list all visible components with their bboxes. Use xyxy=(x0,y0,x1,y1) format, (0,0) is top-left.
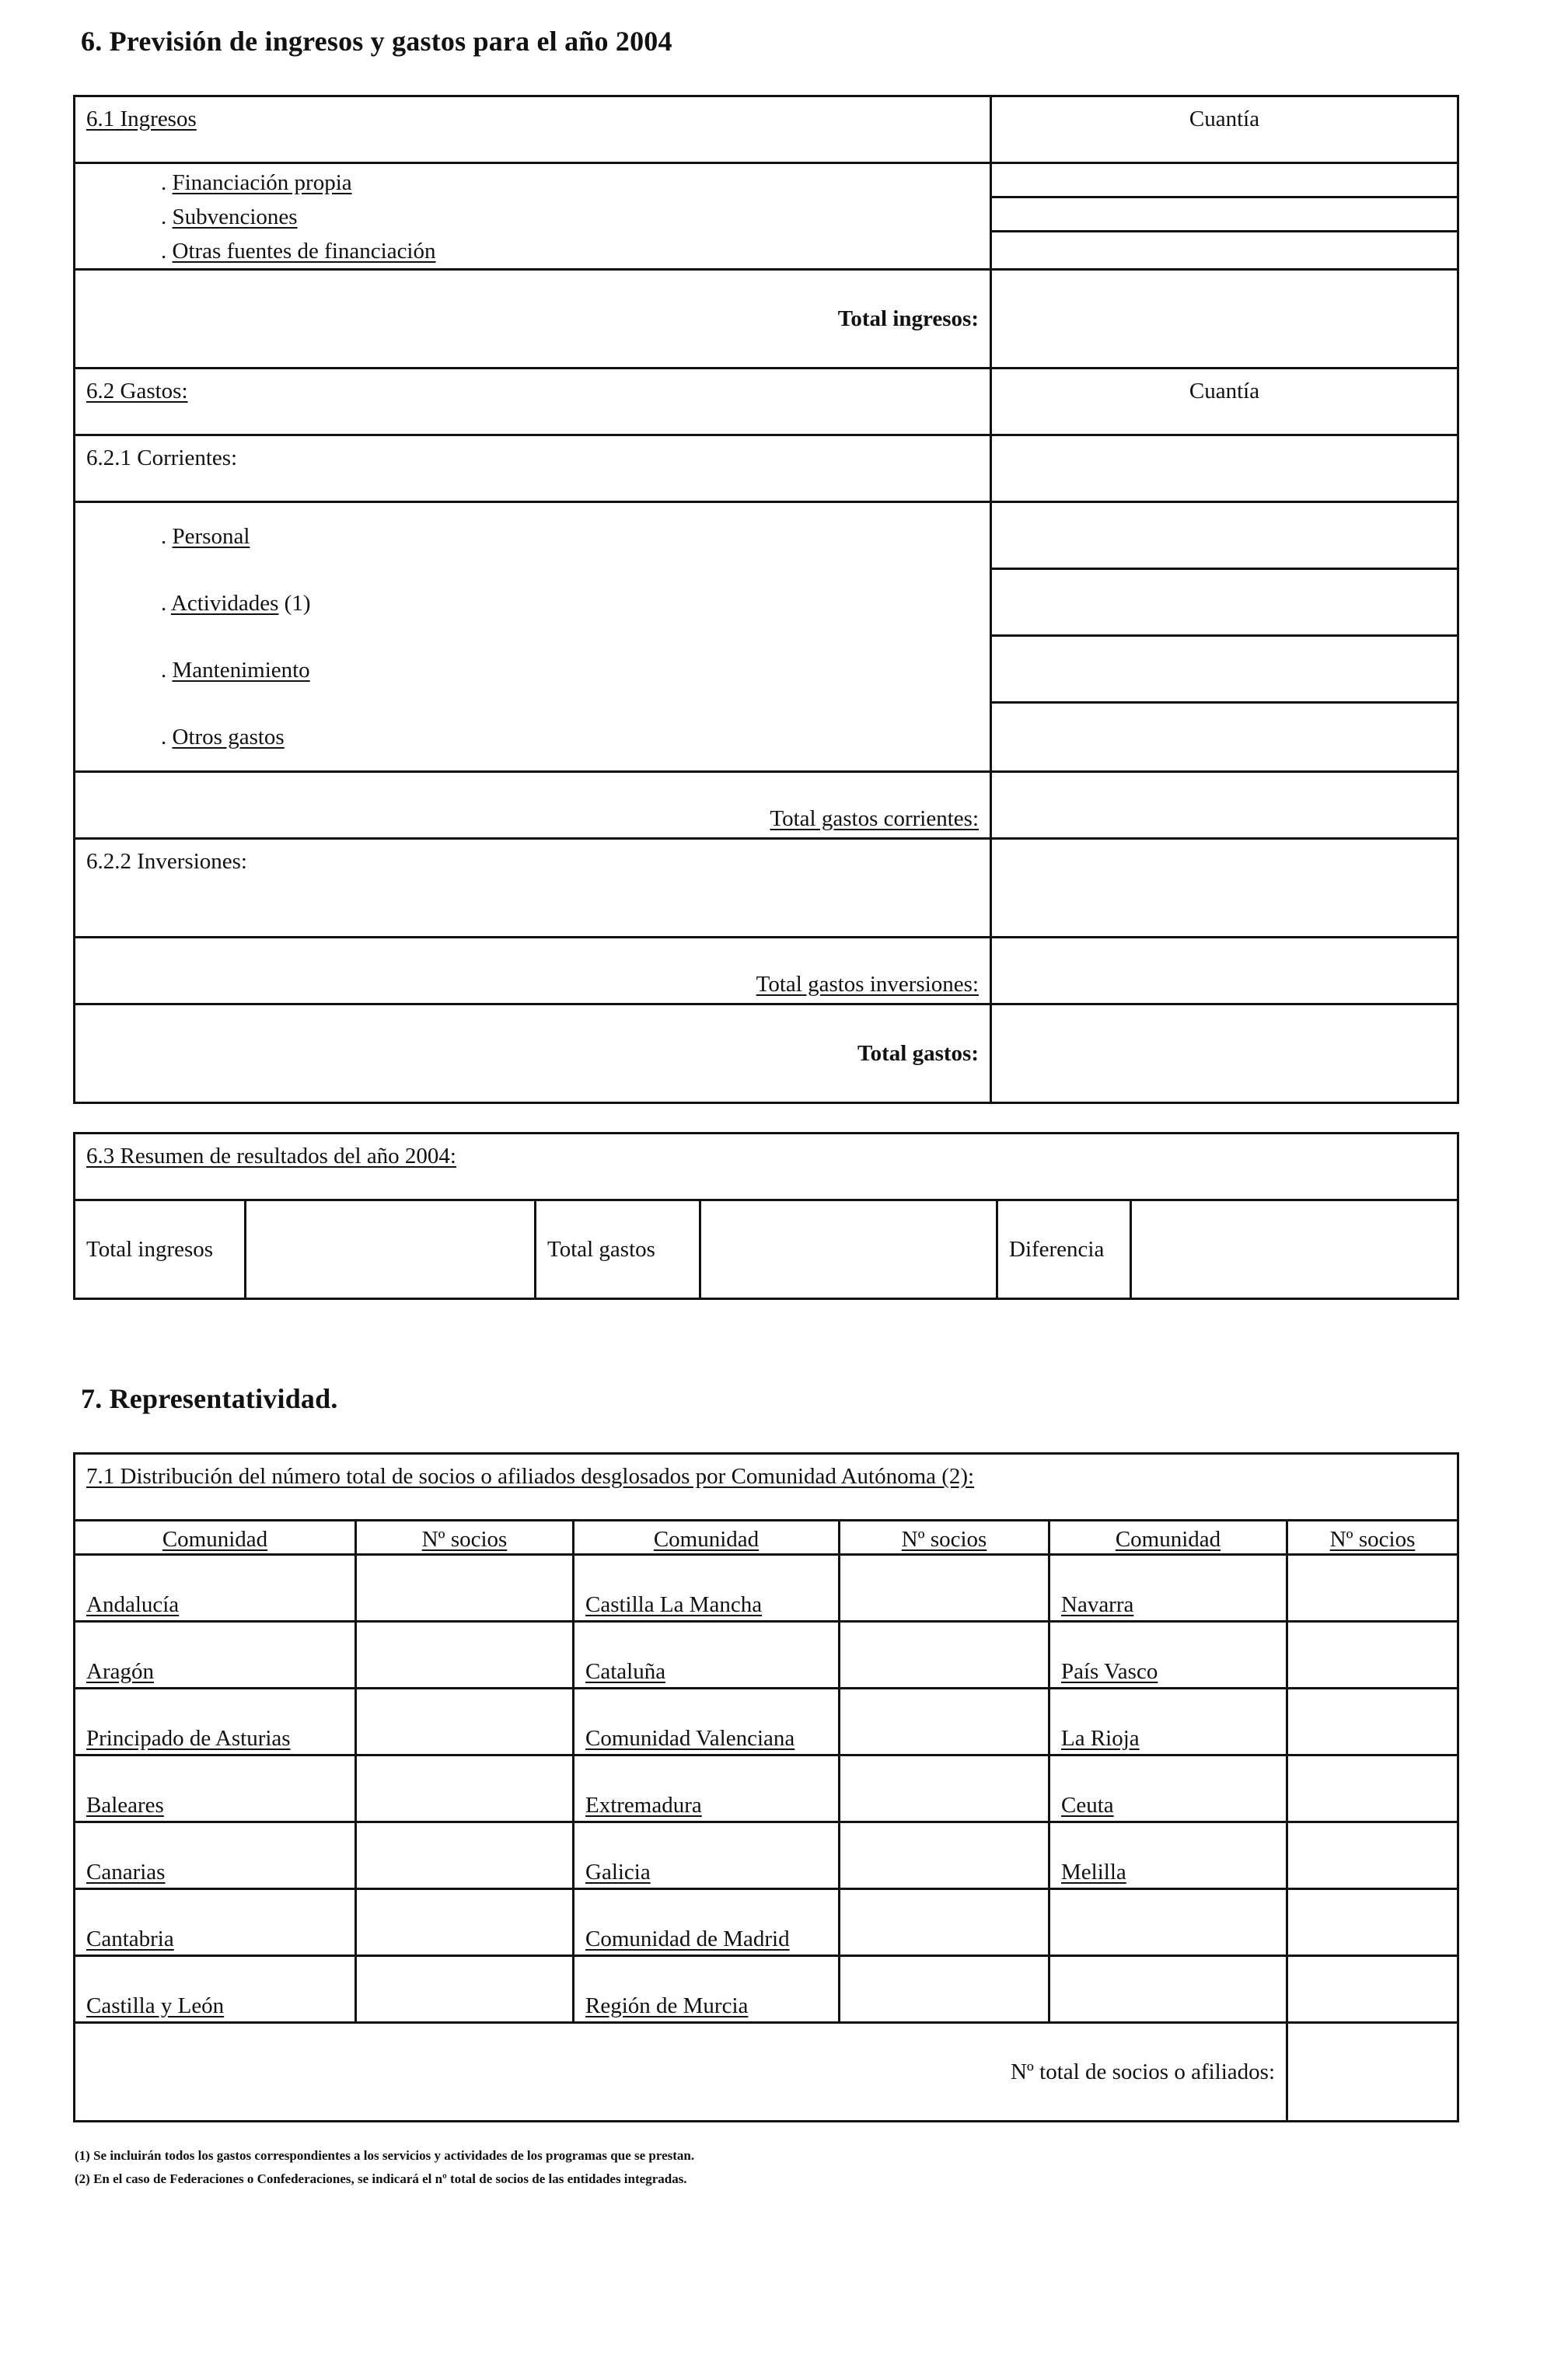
comunidad-cell: La Rioja xyxy=(1049,1689,1287,1755)
corrientes-amount-input[interactable] xyxy=(991,435,1458,502)
table-row xyxy=(75,1622,1458,1689)
socios-input[interactable] xyxy=(1287,1689,1458,1755)
comunidad-cell: Canarias xyxy=(75,1822,356,1889)
total-corrientes-input[interactable] xyxy=(991,772,1458,839)
table-row xyxy=(75,1956,1458,2023)
total-inversiones-cell xyxy=(75,938,991,1004)
resumen-diferencia-label: Diferencia xyxy=(997,1200,1131,1299)
footnotes xyxy=(75,2144,694,2191)
col-socios-header: Nº socios xyxy=(840,1521,1049,1555)
section-6-title: 6. Previsión de ingresos y gastos para el año 2004 xyxy=(81,26,672,57)
ingresos-amount-input[interactable] xyxy=(992,198,1457,232)
ingresos-label: 6.1 Ingresos xyxy=(86,107,197,131)
gastos-amount-stack xyxy=(991,502,1458,772)
total-gastos-label: Total gastos: xyxy=(75,1004,991,1103)
comunidad-cell: País Vasco xyxy=(1049,1622,1287,1689)
corrientes-label: 6.2.1 Corrientes: xyxy=(75,435,991,502)
socios-input[interactable] xyxy=(1287,1622,1458,1689)
comunidad-cell: Principado de Asturias xyxy=(75,1689,356,1755)
comunidad-cell: Aragón xyxy=(75,1622,356,1689)
total-corrientes-label: Total gastos corrientes: xyxy=(770,805,979,831)
comunidad-cell: Cataluña xyxy=(574,1622,840,1689)
socios-input[interactable] xyxy=(840,1889,1049,1956)
footnote: (1) Se incluirán todos los gastos correspondientes a los servicios y actividades de los programas que se prestan. xyxy=(75,2148,695,2163)
comunidad-cell: Galicia xyxy=(574,1822,840,1889)
col-comunidad-header: Comunidad xyxy=(75,1521,356,1555)
table-row xyxy=(75,1755,1458,1822)
actividades-note-ref: (1) xyxy=(284,591,311,616)
socios-input[interactable] xyxy=(1287,1755,1458,1822)
comunidad-cell xyxy=(1049,1889,1287,1956)
gastos-items: . Personal . Actividades (1) . Mantenimiento . Otros gastos xyxy=(75,502,991,772)
gastos-amount-input[interactable] xyxy=(992,503,1457,570)
comunidad-cell: Navarra xyxy=(1049,1555,1287,1622)
socios-input[interactable] xyxy=(840,1622,1049,1689)
ingresos-label-cell xyxy=(75,96,991,163)
col-socios-header: Nº socios xyxy=(1287,1521,1458,1555)
budget-table xyxy=(73,95,1459,1104)
section-7-title: 7. Representatividad. xyxy=(81,1383,338,1414)
comunidad-cell: Comunidad de Madrid xyxy=(574,1889,840,1956)
socios-input[interactable] xyxy=(1287,1555,1458,1622)
socios-input[interactable] xyxy=(356,1889,574,1956)
total-inversiones-input[interactable] xyxy=(991,938,1458,1004)
representatividad-table xyxy=(73,1452,1459,2122)
col-comunidad-header: Comunidad xyxy=(1049,1521,1287,1555)
socios-input[interactable] xyxy=(356,1555,574,1622)
ingresos-amount-stack xyxy=(991,163,1458,270)
rep-header-cell xyxy=(75,1454,1458,1521)
comunidad-cell: Castilla La Mancha xyxy=(574,1555,840,1622)
col-comunidad-header: Comunidad xyxy=(574,1521,840,1555)
socios-input[interactable] xyxy=(840,1822,1049,1889)
inversiones-label: 6.2.2 Inversiones: xyxy=(75,839,991,938)
table-row xyxy=(75,1889,1458,1956)
gastos-amount-input[interactable] xyxy=(992,704,1457,770)
comunidad-cell: Comunidad Valenciana xyxy=(574,1689,840,1755)
ingresos-item: Financiación propia xyxy=(172,170,352,195)
inversiones-amount-input[interactable] xyxy=(991,839,1458,938)
comunidad-cell: Andalucía xyxy=(75,1555,356,1622)
socios-input[interactable] xyxy=(356,1956,574,2023)
socios-input[interactable] xyxy=(1287,1956,1458,2023)
socios-input[interactable] xyxy=(840,1755,1049,1822)
gastos-label: 6.2 Gastos: xyxy=(86,379,188,403)
socios-input[interactable] xyxy=(840,1956,1049,2023)
ingresos-amount-input[interactable] xyxy=(992,232,1457,267)
ingresos-item: Otras fuentes de financiación xyxy=(172,239,436,264)
summary-table xyxy=(73,1132,1459,1300)
total-gastos-input[interactable] xyxy=(991,1004,1458,1103)
socios-input[interactable] xyxy=(356,1689,574,1755)
col-socios-header: Nº socios xyxy=(356,1521,574,1555)
gastos-label-cell xyxy=(75,369,991,435)
total-socios-label: Nº total de socios o afiliados: xyxy=(75,2023,1287,2122)
resumen-label: 6.3 Resumen de resultados del año 2004: xyxy=(86,1144,456,1169)
total-ingresos-label: Total ingresos: xyxy=(75,270,991,369)
socios-input[interactable] xyxy=(1287,1822,1458,1889)
resumen-diferencia-input[interactable] xyxy=(1131,1200,1458,1299)
resumen-total-gastos-label: Total gastos xyxy=(536,1200,700,1299)
ingresos-amount-input[interactable] xyxy=(992,164,1457,198)
socios-input[interactable] xyxy=(356,1822,574,1889)
ingresos-items: . Financiación propia . Subvenciones . Otras fuentes de financiación xyxy=(75,163,991,270)
socios-input[interactable] xyxy=(356,1622,574,1689)
ingresos-item: Subvenciones xyxy=(172,204,298,229)
socios-input[interactable] xyxy=(840,1689,1049,1755)
comunidad-cell: Castilla y León xyxy=(75,1956,356,2023)
gastos-item: Actividades xyxy=(170,591,279,616)
total-ingresos-input[interactable] xyxy=(991,270,1458,369)
rep-header: 7.1 Distribución del número total de socios o afiliados desglosados por Comunidad Autónoma (2): xyxy=(86,1464,975,1489)
socios-input[interactable] xyxy=(1287,1889,1458,1956)
comunidad-cell: Extremadura xyxy=(574,1755,840,1822)
resumen-label-cell xyxy=(75,1134,1458,1200)
gastos-amount-header: Cuantía xyxy=(991,369,1458,435)
gastos-item: Mantenimiento xyxy=(172,658,310,683)
resumen-total-ingresos-label: Total ingresos xyxy=(75,1200,246,1299)
gastos-item: Personal xyxy=(172,524,250,549)
gastos-amount-input[interactable] xyxy=(992,570,1457,637)
comunidad-cell: Cantabria xyxy=(75,1889,356,1956)
comunidad-cell: Región de Murcia xyxy=(574,1956,840,2023)
comunidad-cell: Baleares xyxy=(75,1755,356,1822)
table-row xyxy=(75,1555,1458,1622)
comunidad-cell: Melilla xyxy=(1049,1822,1287,1889)
total-inversiones-label: Total gastos inversiones: xyxy=(756,971,979,997)
comunidad-cell xyxy=(1049,1956,1287,2023)
ingresos-amount-header: Cuantía xyxy=(991,96,1458,163)
table-row xyxy=(75,1689,1458,1755)
socios-input[interactable] xyxy=(840,1555,1049,1622)
socios-input[interactable] xyxy=(356,1755,574,1822)
gastos-item: Otros gastos xyxy=(172,725,285,749)
resumen-total-ingresos-input[interactable] xyxy=(246,1200,536,1299)
total-socios-input[interactable] xyxy=(1287,2023,1458,2122)
resumen-total-gastos-input[interactable] xyxy=(700,1200,997,1299)
total-corrientes-cell xyxy=(75,772,991,839)
gastos-amount-input[interactable] xyxy=(992,637,1457,704)
comunidad-cell: Ceuta xyxy=(1049,1755,1287,1822)
table-row xyxy=(75,1822,1458,1889)
footnote: (2) En el caso de Federaciones o Confederaciones, se indicará el nº total de socios de las entidades integradas. xyxy=(75,2171,687,2186)
